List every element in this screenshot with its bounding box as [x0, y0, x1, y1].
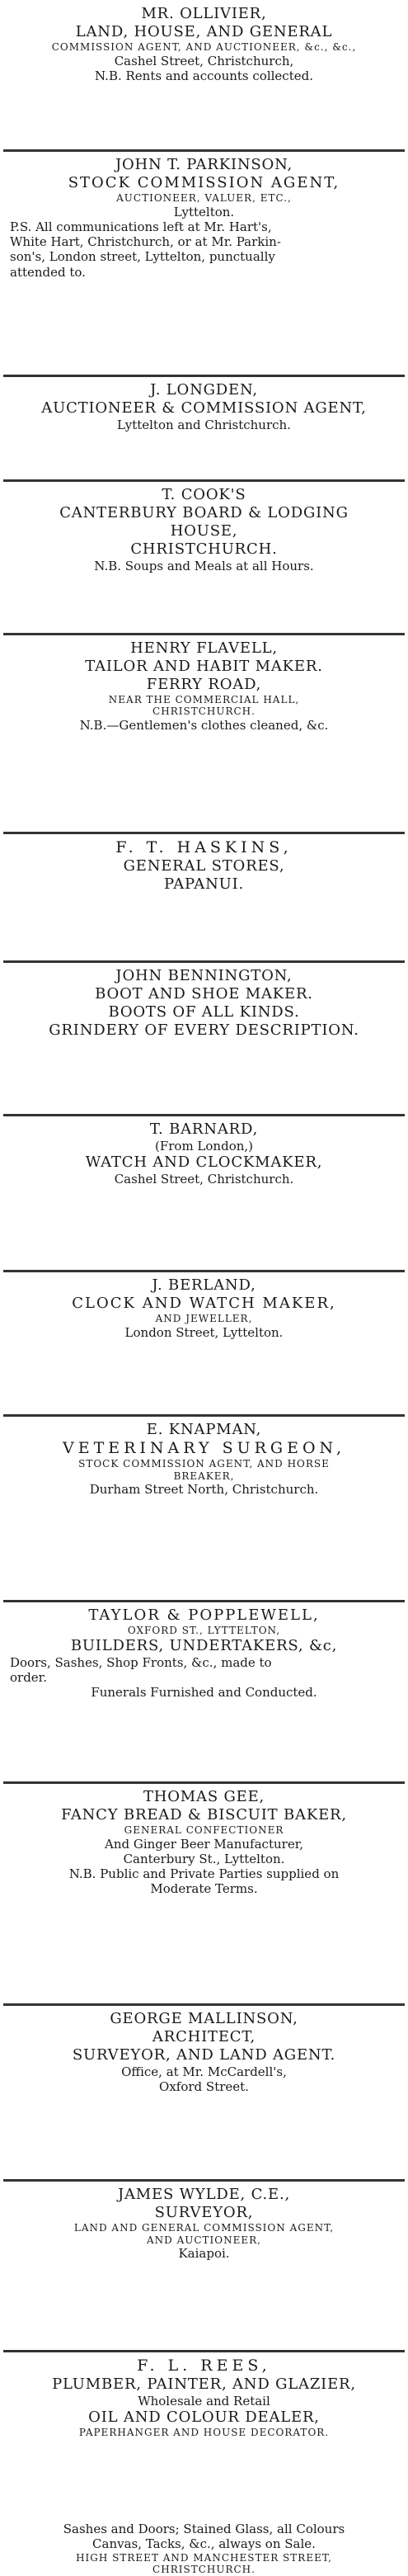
ad-line: T. BARNARD,: [149, 1121, 259, 1138]
divider-rule: [3, 1414, 405, 1417]
ad-line: JOHN BENNINGTON,: [115, 967, 293, 984]
advertisement-parkinson: [0, 151, 408, 374]
ad-line: P.S. All communications left at Mr. Hart's,: [10, 219, 272, 234]
ad-line: HIGH STREET AND MANCHESTER STREET,: [76, 2551, 332, 2564]
divider-rule: [3, 2350, 405, 2352]
divider-rule: [3, 1270, 405, 1272]
ad-line: SURVEYOR, AND LAND AGENT.: [72, 2045, 336, 2064]
ad-line: AUCTIONEER & COMMISSION AGENT,: [41, 399, 367, 417]
ad-line: PAPANUI.: [163, 875, 245, 894]
ad-line: LAND AND GENERAL COMMISSION AGENT,: [73, 2221, 335, 2234]
advertisement-knapman: [0, 1416, 408, 1599]
advertisement-berland: [0, 1271, 408, 1413]
ad-line: JOHN T. PARKINSON,: [115, 156, 293, 173]
ad-line: E. KNAPMAN,: [146, 1421, 262, 1438]
ad-line: NEAR THE COMMERCIAL HALL,: [108, 693, 300, 705]
ad-line: WATCH AND CLOCKMAKER,: [85, 1154, 323, 1172]
ad-line: AUCTIONEER, VALUER, ETC.,: [116, 191, 292, 204]
ad-line: N.B.—Gentlemen's clothes cleaned, &c.: [79, 718, 329, 734]
ad-line: VETERINARY SURGEON,: [62, 1438, 345, 1457]
advertisement-haskins: [0, 833, 408, 960]
ad-line: (From London,): [154, 1138, 254, 1154]
ad-line: STOCK COMMISSION AGENT,: [68, 173, 340, 191]
ad-line: SURVEYOR,: [154, 2203, 254, 2221]
ad-line: T. COOK'S: [162, 486, 246, 503]
advertisement-taylor: [0, 1602, 408, 1781]
ad-line: LAND, HOUSE, AND GENERAL: [75, 22, 333, 40]
ad-line: TAILOR AND HABIT MAKER.: [85, 657, 323, 675]
ad-line: Lyttelton.: [173, 204, 235, 219]
ad-line: F. T. HASKINS,: [115, 838, 293, 856]
ad-line: Oxford Street.: [159, 2079, 249, 2095]
ad-line: THOMAS GEE,: [143, 1788, 265, 1805]
advertisement-rees-tail: [0, 2517, 408, 2576]
divider-rule: [3, 2179, 405, 2182]
ad-line: N.B. Public and Private Parties supplied on: [68, 1866, 340, 1882]
advertisement-longden: [0, 376, 408, 479]
ad-line: Cashel Street, Christchurch.: [114, 1172, 294, 1187]
ad-line: attended to.: [10, 264, 86, 280]
ad-line: F. L. REES,: [137, 2357, 271, 2375]
ad-line: GENERAL CONFECTIONER: [124, 1823, 284, 1836]
ad-line: order.: [10, 1669, 47, 1685]
advertisement-gee: [0, 1783, 408, 2003]
ad-line: PLUMBER, PAINTER, AND GLAZIER,: [52, 2375, 356, 2394]
advertisement-wylde: [0, 2181, 408, 2349]
ad-line: GEORGE MALLINSON,: [110, 2010, 298, 2027]
divider-rule: [3, 1781, 405, 1784]
advertisement-mallinson: [0, 2005, 408, 2178]
ad-line: Kaiapoi.: [178, 2246, 230, 2262]
ad-line: PAPERHANGER AND HOUSE DECORATOR.: [78, 2427, 330, 2439]
ad-line: BOOT AND SHOE MAKER.: [95, 984, 313, 1003]
ad-line: OXFORD ST., LYTTELTON,: [127, 1624, 281, 1636]
ad-line: Office, at Mr. McCardell's,: [121, 2064, 287, 2079]
ad-line: BREAKER,: [173, 1470, 235, 1482]
ad-line: AND JEWELLER,: [155, 1312, 253, 1324]
divider-rule: [3, 149, 405, 152]
ad-line: AND AUCTIONEER,: [146, 2234, 261, 2246]
ad-line: Canterbury St., Lyttelton.: [123, 1851, 285, 1866]
ad-line: Canvas, Tacks, &c., always on Sale.: [92, 2536, 316, 2552]
divider-rule: [3, 2003, 405, 2006]
ad-line: CHRISTCHURCH.: [130, 540, 278, 558]
ad-line: N.B. Rents and accounts collected.: [95, 68, 313, 83]
divider-rule: [3, 1114, 405, 1116]
ad-line: TAYLOR & POPPLEWELL,: [88, 1606, 320, 1624]
ad-line: son's, London street, Lyttelton, punctually: [10, 249, 275, 265]
ad-line: FANCY BREAD & BISCUIT BAKER,: [61, 1805, 347, 1823]
ad-line: N.B. Soups and Meals at all Hours.: [94, 558, 314, 573]
ad-line: Cashel Street, Christchurch,: [114, 53, 294, 68]
ad-line: JAMES WYLDE, C.E.,: [117, 2186, 291, 2203]
ad-line: Lyttelton and Christchurch.: [117, 417, 291, 432]
ad-line: Sashes and Doors; Stained Glass, all Colours: [63, 2522, 345, 2536]
ad-line: And Ginger Beer Manufacturer,: [105, 1836, 303, 1852]
ad-line: CHRISTCHURCH.: [152, 705, 256, 718]
divider-rule: [3, 633, 405, 635]
ad-line: OIL AND COLOUR DEALER,: [88, 2409, 320, 2427]
ad-line: CLOCK AND WATCH MAKER,: [72, 1294, 336, 1312]
ad-line: FERRY ROAD,: [146, 675, 262, 693]
divider-rule: [3, 479, 405, 482]
advertisement-ollivier: [0, 0, 408, 149]
ad-line: Wholesale and Retail: [138, 2394, 270, 2409]
advertisement-cook: [0, 481, 408, 632]
ad-line: STOCK COMMISSION AGENT, AND HORSE: [78, 1458, 330, 1470]
ad-line: GENERAL STORES,: [123, 857, 285, 875]
ad-line: HOUSE,: [170, 521, 238, 540]
advertisement-bennington: [0, 962, 408, 1113]
ad-line: Funerals Furnished and Conducted.: [91, 1685, 317, 1701]
ad-line: GRINDERY OF EVERY DESCRIPTION.: [49, 1021, 359, 1039]
divider-rule: [3, 1600, 405, 1602]
advertisement-flavell: [0, 635, 408, 831]
ad-line: London Street, Lyttelton.: [124, 1324, 284, 1340]
advertisement-rees: [0, 2352, 408, 2514]
ad-line: Moderate Terms.: [150, 1881, 258, 1897]
ad-line: Durham Street North, Christchurch.: [89, 1482, 319, 1498]
ad-line: J. LONGDEN,: [150, 381, 258, 399]
ad-line: CHRISTCHURCH.: [152, 2564, 256, 2576]
ad-line: MR. OLLIVIER,: [141, 5, 267, 22]
divider-rule: [3, 832, 405, 834]
ad-line: CANTERBURY BOARD & LODGING: [59, 503, 349, 521]
advertisement-barnard: [0, 1116, 408, 1269]
ad-line: Doors, Sashes, Shop Fronts, &c., made to: [10, 1654, 272, 1670]
ad-line: COMMISSION AGENT, AND AUCTIONEER, &c., &c.,: [51, 40, 357, 53]
ad-line: White Hart, Christchurch, or at Mr. Parkin-: [10, 234, 281, 250]
ad-line: BUILDERS, UNDERTAKERS, &c,: [70, 1636, 338, 1654]
divider-rule: [3, 960, 405, 963]
ad-line: BOOTS OF ALL KINDS.: [108, 1003, 300, 1021]
ad-line: J. BERLAND,: [152, 1276, 256, 1294]
ad-line: HENRY FLAVELL,: [130, 639, 278, 657]
ad-line: ARCHITECT,: [152, 2027, 256, 2045]
divider-rule: [3, 375, 405, 377]
